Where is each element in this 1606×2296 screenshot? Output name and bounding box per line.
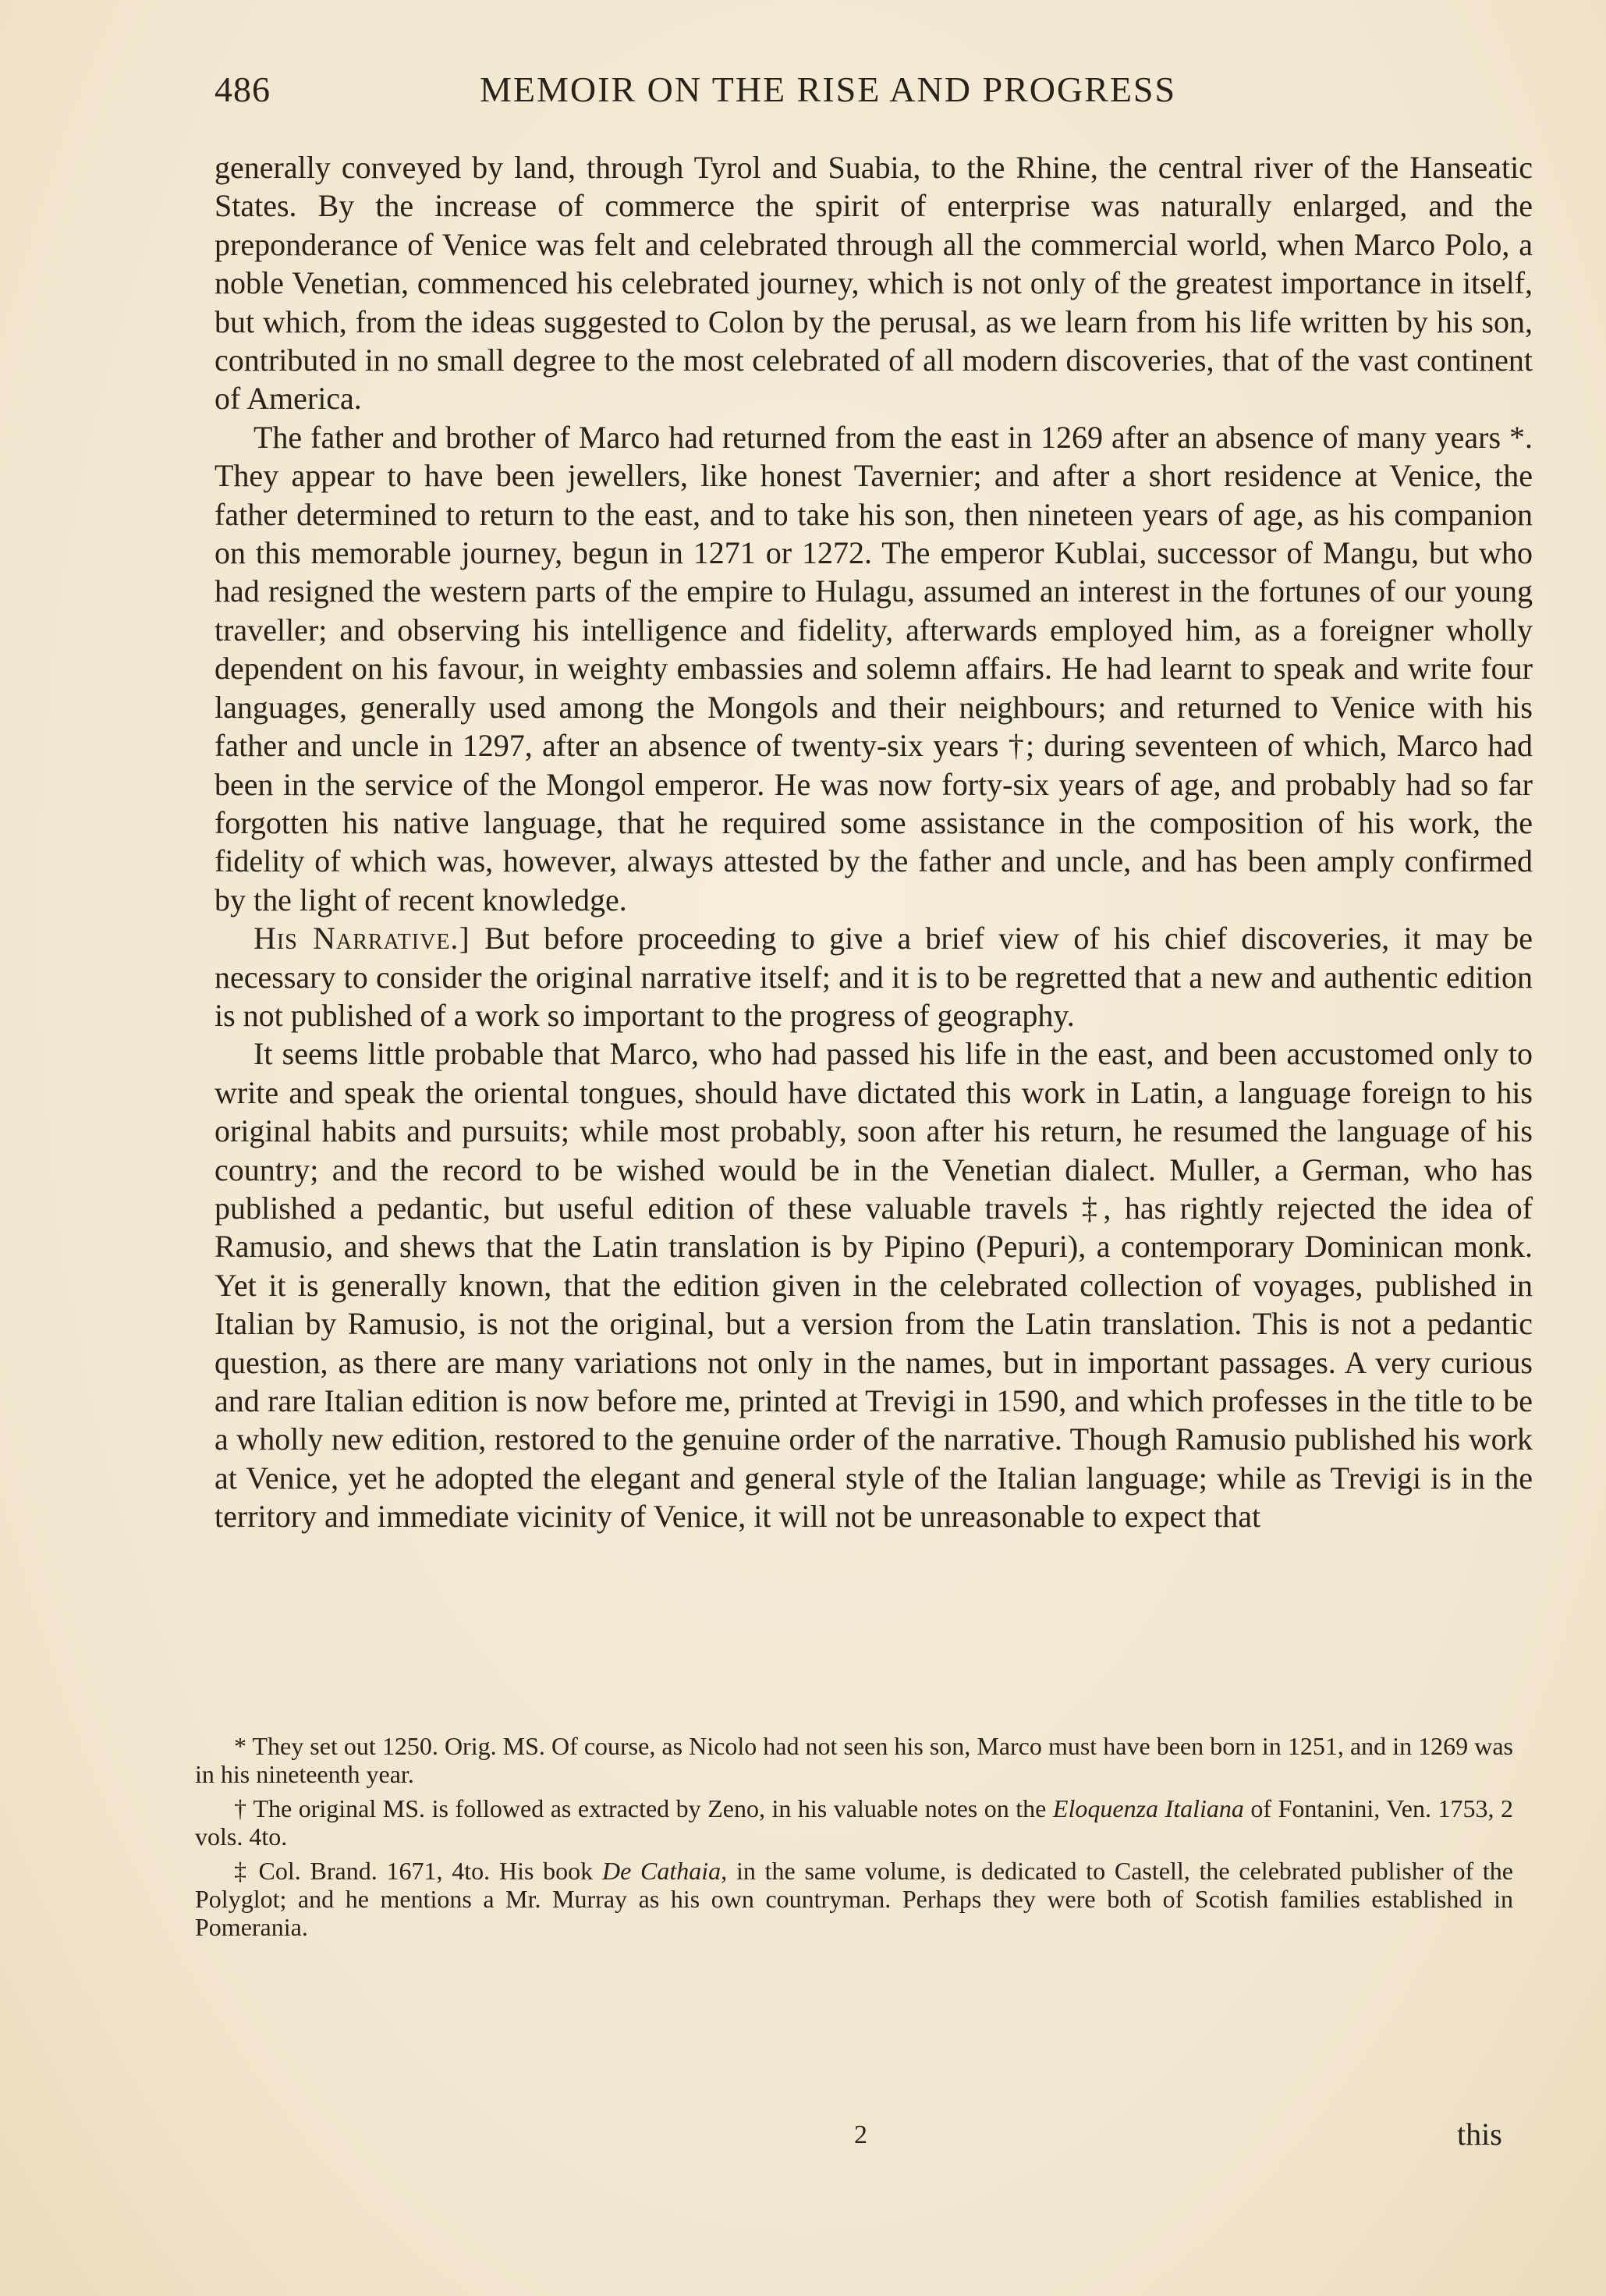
running-title: MEMOIR ON THE RISE AND PROGRESS (480, 69, 1177, 109)
page-header (214, 69, 1533, 115)
section-label: His Narrative.] (253, 921, 470, 956)
paragraph-3 (214, 919, 1533, 1034)
footnote-3 (195, 1857, 1513, 1941)
footnotes (195, 1732, 1513, 1947)
footnote-2 (195, 1794, 1513, 1851)
main-text (214, 148, 1533, 1536)
catchword: this (1457, 2117, 1502, 2152)
footnote-2-text-b: of Fontanini, Ven. 1753, 2 vols. 4to. (195, 1794, 1514, 1851)
page-number: 486 (214, 69, 271, 109)
paragraph-2: The father and brother of Marco had returned from the east in 1269 after an absence of many years *. They appear to have been jewellers, like honest Tavernier; and after a short residence at Venice, the father determined to return to the east, and to take his son, then nineteen years of age, as his companion on this memorable journey, begun in 1271 or 1272. The emperor Kublai, successor of Mangu, but who had resigned the western parts of the empire to Hulagu, assumed an interest in the fortunes of our young traveller; and observing his intelligence and fidelity, afterwards employed him, as a foreigner wholly dependent on his favour, in weighty embassies and solemn affairs. He had learnt to speak and write four languages, generally used among the Mongols and their neighbours; and returned to Venice with his father and uncle in 1297, after an absence of twenty-six years †; during seventeen of which, Marco had been in the service of the Mongol emperor. He was now forty-six years of age, and probably had so far forgotten his native language, that he required some assistance in the composition of his work, the fidelity of which was, however, always attested by the father and uncle, and has been amply confirmed by the light of recent knowledge. (214, 419, 1533, 917)
footnote-3-text-a: ‡ Col. Brand. 1671, 4to. His book (234, 1857, 602, 1885)
paragraph-1: generally conveyed by land, through Tyrol and Suabia, to the Rhine, the central river of the Hanseatic States. By the increase of commerce the spirit of enterprise was naturally enlarged, and the preponderance of Venice was felt and celebrated through all the commercial world, when Marco Polo, a noble Venetian, commenced his celebrated journey, which is not only of the greatest importance in itself, but which, from the ideas suggested to Colon by the perusal, as we learn from his life written by his son, contributed in no small degree to the most celebrated of all modern discoveries, that of the vast continent of America. (214, 150, 1533, 417)
footnote-3-title: De Cathaia, (601, 1857, 728, 1885)
footnote-1: * They set out 1250. Orig. MS. Of course, as Nicolo had not seen his son, Marco must have been born in 1251, and in 1269 was in his nineteenth year. (195, 1732, 1513, 1788)
signature-mark: 2 (854, 2120, 867, 2149)
paragraph-3-text: But before proceeding to give a brief view of his chief discoveries, it may be necessary to consider the original narrative itself; and it is to be regretted that a new and authentic edition is not published of a work so important to the progress of geography. (214, 921, 1533, 1033)
footnote-3-text-b: in the same volume, is dedicated to Castell, the celebrated publisher of the Polyglot; and he mentions a Mr. Murray as his own countryman. Perhaps they were both of Scotish families established in Pomerania. (195, 1857, 1514, 1941)
footnote-2-text-a: † The original MS. is followed as extracted by Zeno, in his valuable notes on the (234, 1794, 1053, 1822)
paragraph-4: It seems little probable that Marco, who had passed his life in the east, and been accustomed only to write and speak the oriental tongues, should have dictated this work in Latin, a language foreign to his original habits and pursuits; while most probably, soon after his return, he resumed the language of his country; and the record to be wished would be in the Venetian dialect. Muller, a German, who has published a pedantic, but useful edition of these valuable travels ‡, has rightly rejected the idea of Ramusio, and shews that the Latin translation is by Pipino (Pepuri), a contemporary Dominican monk. Yet it is generally known, that the edition given in the celebrated collection of voyages, published in Italian by Ramusio, is not the original, but a version from the Latin translation. This is not a pedantic question, as there are many variations not only in the names, but in important passages. A very curious and rare Italian edition is now before me, printed at Trevigi in 1590, and which professes in the title to be a wholly new edition, restored to the genuine order of the narrative. Though Ramusio published his work at Venice, yet he adopted the elegant and general style of the Italian language; while as Trevigi is in the territory and immediate vicinity of Venice, it will not be unreasonable to expect that (214, 1036, 1533, 1535)
footnote-2-title: Eloquenza Italiana (1052, 1794, 1244, 1822)
